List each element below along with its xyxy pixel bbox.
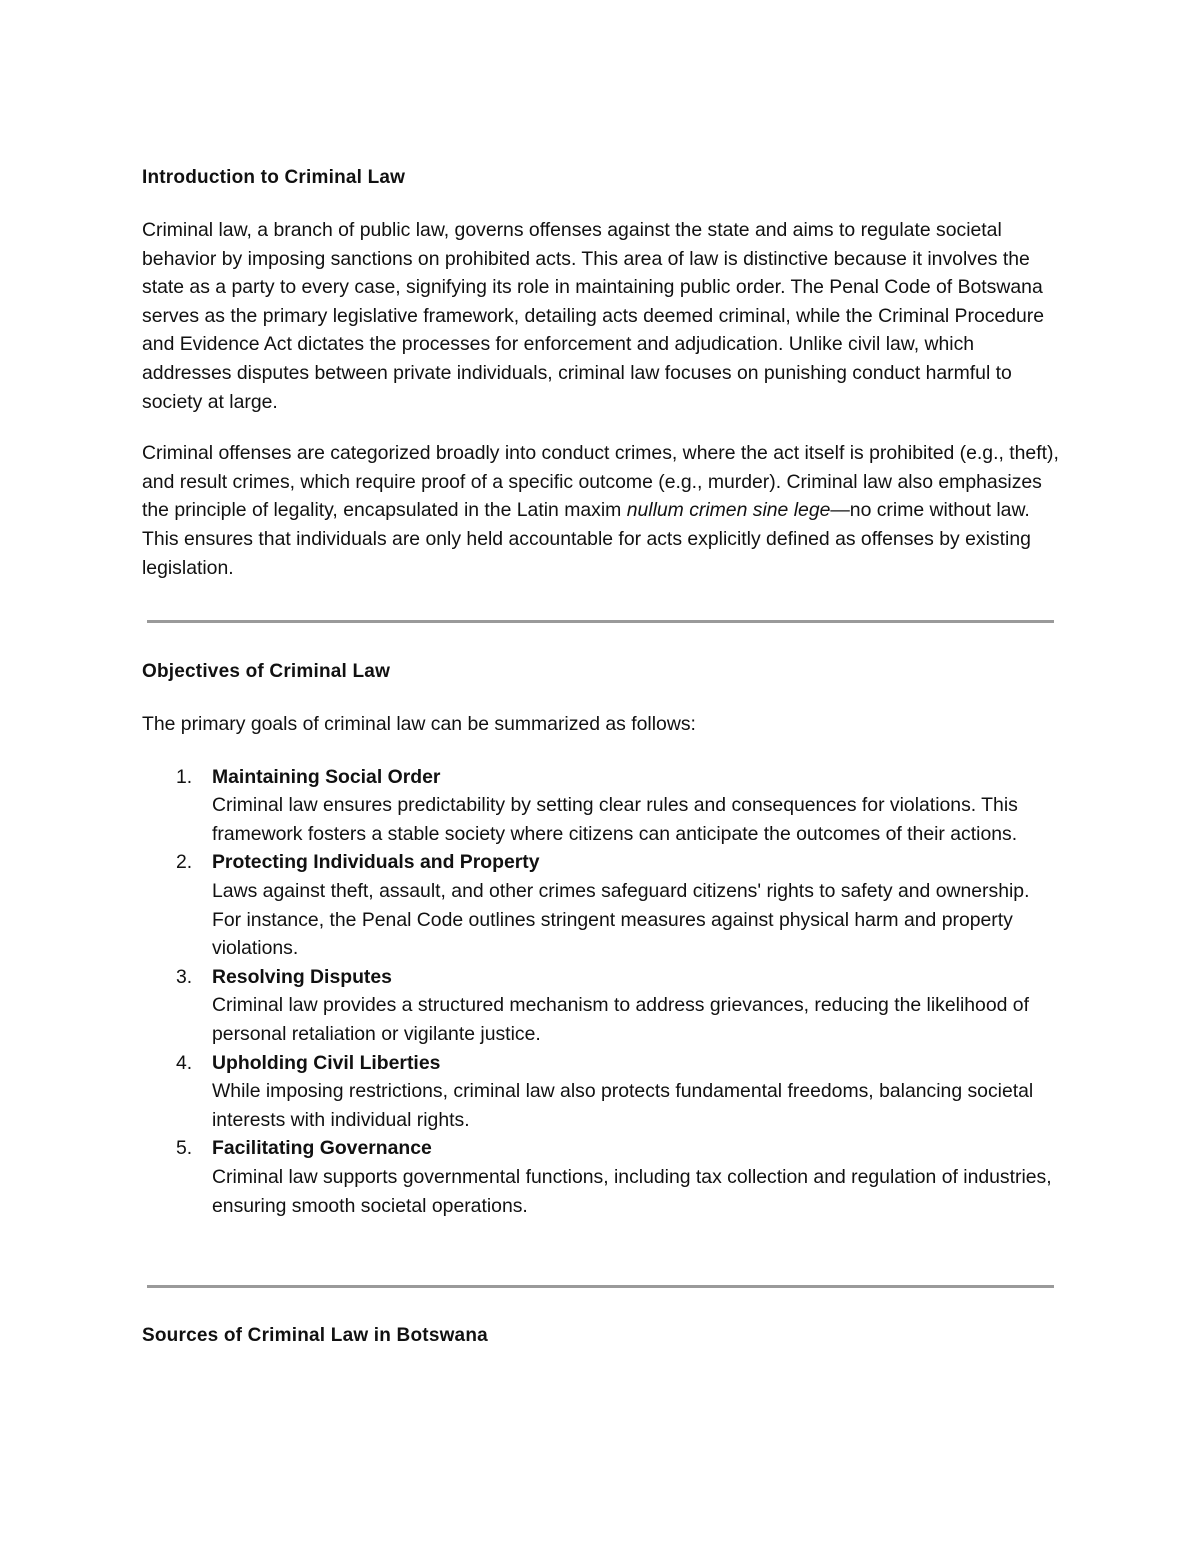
list-item	[142, 848, 1060, 962]
intro-paragraph-1: Criminal law, a branch of public law, governs offenses against the state and aims to regulate societal behavior by imposing sanctions on prohibited acts. This area of law is distinctive because it involves the state as a party to every case, signifying its role in maintaining public order. The Penal Code of Botswana serves as the primary legislative framework, detailing acts deemed criminal, while the Criminal Procedure and Evidence Act dictates the processes for enforcement and adjudication. Unlike civil law, which addresses disputes between private individuals, criminal law focuses on punishing conduct harmful to society at large.	[142, 219, 1045, 413]
objectives-intro: The primary goals of criminal law can be summarized as follows:	[142, 713, 696, 735]
list-item-text: Laws against theft, assault, and other crimes safeguard citizens' rights to safety and ownership. For instance, the Penal Code outlines stringent measures against physical harm and property violations.	[212, 879, 1030, 960]
list-item-number: 1.	[176, 765, 193, 788]
list-item	[142, 763, 1060, 849]
list-item-number: 2.	[176, 851, 193, 874]
intro-paragraph-2-lead: Criminal offenses are categorized broadly into conduct crimes, where the act itself is prohibited (e.g., theft), and result crimes, which require proof of a specific outcome (e.g., murder). Criminal law also emphasizes the principle of legality, encapsulated in the Latin maxim	[142, 442, 1059, 522]
list-item-text: Criminal law ensures predictability by setting clear rules and consequences for violations. This framework fosters a stable society where citizens can anticipate the outcomes of their actions.	[212, 794, 1018, 845]
list-item-title: Facilitating Governance	[212, 1137, 432, 1160]
intro-paragraph-2	[142, 439, 1060, 582]
objectives-heading: Objectives of Criminal Law	[142, 661, 391, 682]
latin-maxim: nullum crimen sine lege	[626, 499, 831, 522]
list-item	[142, 1049, 1060, 1135]
section-divider-1	[147, 620, 1054, 623]
list-item-text: Criminal law provides a structured mechanism to address grievances, reducing the likelihood of personal retaliation or vigilante justice.	[212, 994, 1029, 1045]
list-item-number: 4.	[176, 1051, 193, 1074]
list-item-number: 3.	[176, 965, 193, 988]
sources-heading: Sources of Criminal Law in Botswana	[142, 1325, 488, 1346]
section-divider-2	[147, 1285, 1054, 1288]
list-item-title: Upholding Civil Liberties	[212, 1051, 441, 1074]
sources-section	[142, 1322, 1060, 1350]
intro-section	[142, 164, 1060, 582]
list-item	[142, 1134, 1060, 1220]
list-item-title: Protecting Individuals and Property	[212, 851, 540, 874]
list-item-number: 5.	[176, 1137, 193, 1160]
list-item-text: While imposing restrictions, criminal law also protects fundamental freedoms, balancing societal interests with individual rights.	[212, 1080, 1034, 1131]
list-item-title: Resolving Disputes	[212, 965, 392, 988]
list-item-title: Maintaining Social Order	[212, 765, 441, 788]
document-page	[142, 164, 1060, 1346]
intro-paragraph-2-tail: —no crime without law. This ensures that individuals are only held accountable for acts explicitly defined as offenses by existing legislation.	[142, 499, 1031, 579]
intro-heading: Introduction to Criminal Law	[142, 167, 406, 188]
list-item-text: Criminal law supports governmental functions, including tax collection and regulation of industries, ensuring smooth societal operations.	[212, 1165, 1052, 1217]
list-item	[142, 963, 1060, 1049]
objectives-list	[142, 763, 1060, 1221]
objectives-section	[142, 658, 1060, 1220]
